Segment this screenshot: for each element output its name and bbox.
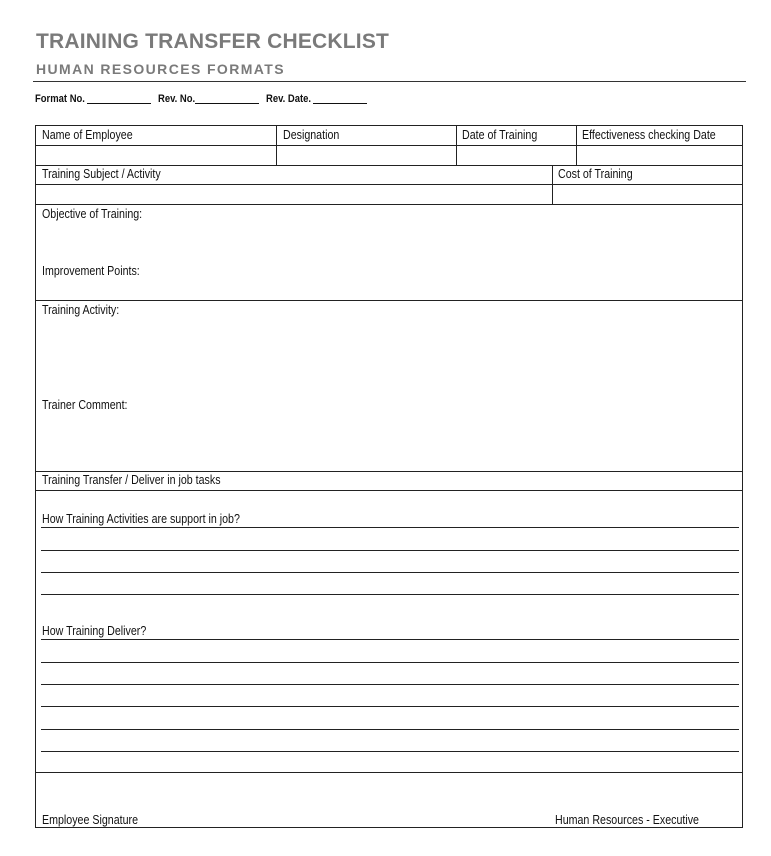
training-subject-label: Training Subject / Activity [42, 166, 161, 181]
answer-line[interactable] [41, 527, 739, 528]
objective-label: Objective of Training: [42, 206, 143, 221]
answer-line[interactable] [41, 639, 739, 640]
rev-no-label: Rev. No. [158, 93, 196, 105]
section-divider [36, 772, 742, 773]
deliver-question-label: How Training Deliver? [42, 623, 147, 638]
rev-date-label: Rev. Date. [266, 93, 312, 105]
answer-line[interactable] [41, 706, 739, 707]
answer-line[interactable] [41, 550, 739, 551]
answer-line[interactable] [41, 684, 739, 685]
answer-line[interactable] [41, 662, 739, 663]
training-activity-label: Training Activity: [42, 302, 120, 317]
column-divider [456, 126, 457, 165]
column-divider [276, 126, 277, 165]
header-divider [33, 81, 746, 82]
document-meta [35, 91, 371, 105]
transfer-heading: Training Transfer / Deliver in job tasks [42, 472, 221, 487]
checklist-form [35, 125, 743, 828]
section-divider [36, 300, 742, 301]
designation-field[interactable] [277, 146, 456, 164]
designation-label: Designation [283, 127, 340, 142]
format-no-label: Format No. [35, 93, 85, 105]
employee-signature-label: Employee Signature [42, 812, 139, 827]
effectiveness-date-label: Effectiveness checking Date [582, 127, 716, 142]
column-divider [576, 126, 577, 165]
employee-name-field[interactable] [36, 146, 276, 164]
rev-no-field[interactable] [195, 91, 259, 104]
training-subject-field[interactable] [36, 185, 551, 203]
hr-executive-signature-label: Human Resources - Executive [555, 812, 699, 827]
row-divider [36, 204, 742, 205]
date-of-training-label: Date of Training [462, 127, 538, 142]
page-subtitle: HUMAN RESOURCES FORMATS [36, 61, 285, 77]
employee-name-label: Name of Employee [42, 127, 133, 142]
answer-line[interactable] [41, 572, 739, 573]
answer-line[interactable] [41, 729, 739, 730]
column-divider [552, 165, 553, 204]
section-divider [36, 490, 742, 491]
effectiveness-date-field[interactable] [577, 146, 742, 164]
answer-line[interactable] [41, 594, 739, 595]
cost-of-training-field[interactable] [553, 185, 742, 203]
trainer-comment-label: Trainer Comment: [42, 397, 128, 412]
format-no-field[interactable] [87, 91, 151, 104]
support-question-label: How Training Activities are support in job? [42, 511, 240, 526]
answer-line[interactable] [41, 751, 739, 752]
rev-date-field[interactable] [313, 91, 367, 104]
date-of-training-field[interactable] [457, 146, 576, 164]
improvement-points-label: Improvement Points: [42, 263, 140, 278]
page-title: TRAINING TRANSFER CHECKLIST [36, 30, 390, 53]
cost-of-training-label: Cost of Training [558, 166, 633, 181]
